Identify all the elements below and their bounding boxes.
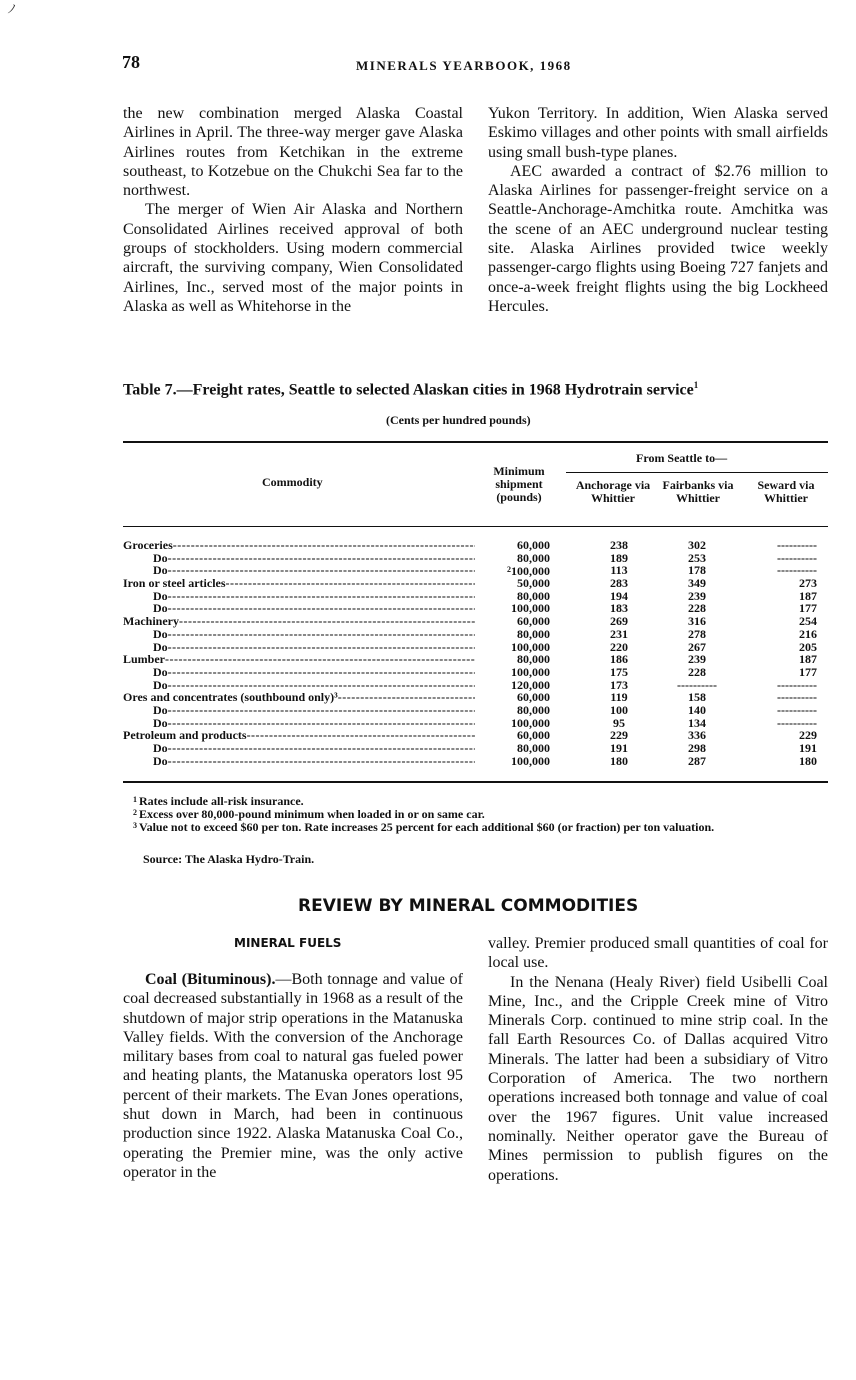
table-row: [123, 679, 828, 692]
table-row: [123, 653, 828, 666]
footnote: [133, 794, 304, 808]
table-row: [123, 742, 828, 755]
fairbanks-cell: 134: [688, 715, 706, 730]
fairbanks-cell: 349: [688, 576, 706, 591]
table-header-rule: [123, 526, 828, 527]
minimum-value: 100,000: [511, 715, 550, 730]
subsection-title: MINERAL FUELS: [234, 936, 342, 950]
table-row: [123, 602, 828, 615]
footnote: [133, 807, 485, 821]
section-title: REVIEW BY MINERAL COMMODITIES: [298, 896, 639, 916]
seward-cell: 177: [799, 664, 817, 679]
top-left-column: [123, 104, 463, 316]
bottom-right-column: [488, 934, 828, 1185]
anchorage-cell: 186: [610, 652, 628, 667]
minimum-value: 80,000: [517, 550, 550, 565]
anchorage-cell: 220: [610, 639, 628, 654]
seward-cell: ----------: [777, 550, 817, 565]
table-row: [123, 615, 828, 628]
scan-mark: ノ: [6, 2, 19, 16]
minimum-value: 80,000: [517, 588, 550, 603]
seward-cell: 187: [799, 588, 817, 603]
table-title-text: Table 7.—Freight rates, Seattle to selected Alaskan cities in 1968 Hydrotrain service: [123, 381, 694, 399]
footnote-text: Excess over 80,000-pound minimum when loaded in or on same car.: [139, 807, 485, 821]
paragraph: Yukon Territory. In addition, Wien Alaska served Eskimo villages and other points with small airfields using small bush-type planes.: [488, 105, 828, 161]
header-from-seattle: From Seattle to—: [636, 451, 728, 465]
table-row: [123, 590, 828, 603]
seward-cell: 191: [799, 741, 817, 755]
paragraph: [123, 970, 463, 1182]
minimum-value: 60,000: [517, 538, 550, 552]
table-bottom-rule: [123, 781, 828, 783]
commodity-cell: Lumber -----: [123, 653, 475, 666]
table-subtitle: (Cents per hundred pounds): [386, 413, 531, 427]
anchorage-cell: 119: [610, 690, 628, 705]
seward-cell: ----------: [777, 538, 817, 552]
table-title: [123, 380, 698, 399]
fairbanks-cell: ----------: [677, 677, 717, 692]
header-fairbanks: Fairbanks via Whittier: [662, 478, 734, 505]
table-row: [123, 641, 828, 654]
table-row: [123, 755, 828, 768]
commodity-cell: Do -----: [123, 666, 475, 679]
minimum-value: 100,000: [511, 639, 550, 654]
fairbanks-cell: 228: [688, 664, 706, 679]
paragraph: The merger of Wien Air Alaska and Northern Consolidated Airlines received approval of both groups of stockholders. Using modern commercial aircraft, the surviving company, Wien Consolidated Airlines, Inc., served most of the major points in Alaska as well as Whitehorse in the: [123, 201, 463, 315]
table-row: [123, 666, 828, 679]
bottom-left-column: [123, 970, 463, 1182]
fairbanks-cell: 267: [688, 639, 706, 654]
minimum-value: 60,000: [517, 728, 550, 743]
fairbanks-cell: 228: [688, 601, 706, 616]
fairbanks-cell: 336: [688, 728, 706, 743]
header-commodity: Commodity: [262, 475, 323, 489]
seward-cell: ----------: [777, 563, 817, 578]
anchorage-cell: 183: [610, 601, 628, 616]
commodity-cell: Do -----: [123, 742, 475, 755]
header-anchorage: Anchorage via Whittier: [575, 478, 651, 505]
footnote: [133, 820, 828, 834]
seward-cell: 216: [799, 626, 817, 641]
anchorage-cell: 175: [610, 664, 628, 679]
fairbanks-cell: 316: [688, 614, 706, 629]
minimum-value: 80,000: [517, 652, 550, 667]
table-row: [123, 691, 828, 704]
footnote-text: Value not to exceed $60 per ton. Rate increases 25 percent for each additional $60 (or fraction) per ton valuation.: [139, 820, 715, 834]
header-seward: Seward via Whittier: [757, 478, 815, 505]
seward-cell: 177: [799, 601, 817, 616]
seward-cell: 187: [799, 652, 817, 667]
running-title: MINERALS YEARBOOK, 1968: [356, 58, 572, 73]
minimum-value: 100,000: [511, 601, 550, 616]
minimum-value: 120,000: [511, 677, 550, 692]
minimum-value: 60,000: [517, 614, 550, 629]
seward-cell: 180: [799, 753, 817, 768]
fairbanks-cell: 158: [688, 690, 706, 705]
anchorage-cell: 238: [610, 538, 628, 552]
paragraph-text: —Both tonnage and value of coal decreased substantially in 1968 as a result of the shutdown of major strip operations in the Matanuska Valley fields. With the conversion of the Anchorage military bases from coal to natural gas fueled power and heating plants, the Matanuska operators lost 95 percent of their markets. The Evan Jones operations, shut down in March, had been in continuous production since 1922. Alaska Matanuska Coal Co., operating the Premier mine, was the only active operator in the: [123, 971, 463, 1181]
header-minimum-shipment: Minimum shipment (pounds): [493, 464, 545, 504]
commodity-cell: Do -----: [123, 590, 475, 603]
footnote-mark: 2: [133, 808, 137, 817]
table-row: [123, 704, 828, 717]
table-row: [123, 539, 828, 552]
paragraph: valley. Premier produced small quantities of coal for local use.: [488, 935, 828, 972]
seward-cell: ----------: [777, 677, 817, 692]
table-source: Source: The Alaska Hydro-Train.: [143, 852, 315, 866]
seward-cell: 229: [799, 728, 817, 743]
commodity-cell: Do -----: [123, 552, 475, 565]
paragraph: the new combination merged Alaska Coastal Airlines in April. The three-way merger gave Alaska Airlines routes from Ketchikan in the extreme southeast, to Kotzebue on the Chukchi Sea far to the northwest.: [123, 105, 463, 200]
commodity-cell: Petroleum and products -----: [123, 729, 475, 742]
commodity-cell: Do -----: [123, 679, 475, 692]
commodity-cell: Iron or steel articles -----: [123, 577, 475, 590]
fairbanks-cell: 302: [688, 538, 706, 552]
seward-cell: 205: [799, 639, 817, 654]
seward-cell: 254: [799, 614, 817, 629]
anchorage-cell: 194: [610, 588, 628, 603]
minimum-value: 50,000: [517, 576, 550, 591]
footnote-mark: 3: [133, 821, 137, 830]
anchorage-cell: 173: [610, 677, 628, 692]
commodity-cell: Do -----: [123, 641, 475, 654]
table-top-rule: [123, 441, 828, 443]
cell-note: 2: [507, 565, 511, 575]
minimum-value: 100,000: [511, 564, 550, 579]
anchorage-cell: 269: [610, 614, 628, 629]
paragraph: AEC awarded a contract of $2.76 million to Alaska Airlines for passenger-freight service on a Seattle-Anchorage-Amchitka route. Amchitka was the scene of an AEC underground nuclear testing site. Alaska Airlines provided twice weekly passenger-cargo flights using Boeing 727 fanjets and once-a-week freight flights using the big Lockheed Hercules.: [488, 162, 828, 315]
anchorage-cell: 113: [610, 563, 628, 578]
anchorage-cell: 95: [613, 715, 625, 730]
table-row: [123, 717, 828, 730]
commodity-cell: Do -----: [123, 755, 475, 768]
minimum-value: 80,000: [517, 741, 550, 755]
fairbanks-cell: 253: [688, 550, 706, 565]
minimum-cell: [485, 755, 550, 768]
commodity-cell: Machinery -----: [123, 615, 475, 628]
commodity-cell: Ores and concentrates (southbound only)³ -----: [123, 691, 475, 704]
commodity-cell: Do -----: [123, 628, 475, 641]
table-row: [123, 577, 828, 590]
minimum-cell: [485, 552, 550, 565]
minimum-value: 80,000: [517, 702, 550, 717]
anchorage-cell: 191: [610, 741, 628, 755]
minimum-value: 100,000: [511, 664, 550, 679]
table-body: [123, 539, 828, 767]
anchorage-cell: 189: [610, 550, 628, 565]
commodity-cell: Do -----: [123, 704, 475, 717]
from-seattle-rule: [566, 472, 828, 473]
seward-cell: ----------: [777, 690, 817, 705]
table-title-note: 1: [693, 380, 699, 390]
top-right-column: [488, 104, 828, 316]
table-row: [123, 552, 828, 565]
run-in-heading: Coal (Bituminous).: [145, 971, 276, 988]
commodity-cell: Do -----: [123, 717, 475, 730]
minimum-value: 100,000: [511, 753, 550, 768]
commodity-cell: Do -----: [123, 564, 475, 577]
fairbanks-cell: 178: [688, 563, 706, 578]
table-row: [123, 628, 828, 641]
anchorage-cell: 100: [610, 702, 628, 717]
seward-cell: 273: [799, 576, 817, 591]
table-row: [123, 729, 828, 742]
fairbanks-cell: 239: [688, 652, 706, 667]
seward-cell: ----------: [777, 702, 817, 717]
seward-cell: ----------: [777, 715, 817, 730]
fairbanks-cell: 140: [688, 702, 706, 717]
page-number: 78: [122, 52, 140, 72]
fairbanks-cell: 287: [688, 753, 706, 768]
footnote-mark: 1: [133, 795, 137, 804]
anchorage-cell: 231: [610, 626, 628, 641]
minimum-value: 60,000: [517, 690, 550, 705]
fairbanks-cell: 278: [688, 626, 706, 641]
commodity-cell: Groceries -----: [123, 539, 475, 552]
footnote-text: Rates include all-risk insurance.: [139, 794, 304, 808]
anchorage-cell: 283: [610, 576, 628, 591]
anchorage-cell: 180: [610, 753, 628, 768]
paragraph: In the Nenana (Healy River) field Usibelli Coal Mine, Inc., and the Cripple Creek mine of Vitro Minerals Corp. continued to mine strip coal. In the fall Earth Resources Co. of Dallas acquired Vitro Minerals. The latter had been a subsidiary of Vitro Corporation of America. The two northern operations increased both tonnage and value of coal over the 1967 figures. Unit value increased nominally. Neither operator gave the Bureau of Mines permission to publish figures on the operations.: [488, 973, 828, 1184]
fairbanks-cell: 298: [688, 741, 706, 755]
anchorage-cell: 229: [610, 728, 628, 743]
minimum-value: 80,000: [517, 626, 550, 641]
commodity-cell: Do -----: [123, 602, 475, 615]
fairbanks-cell: 239: [688, 588, 706, 603]
table-row: [123, 564, 828, 577]
